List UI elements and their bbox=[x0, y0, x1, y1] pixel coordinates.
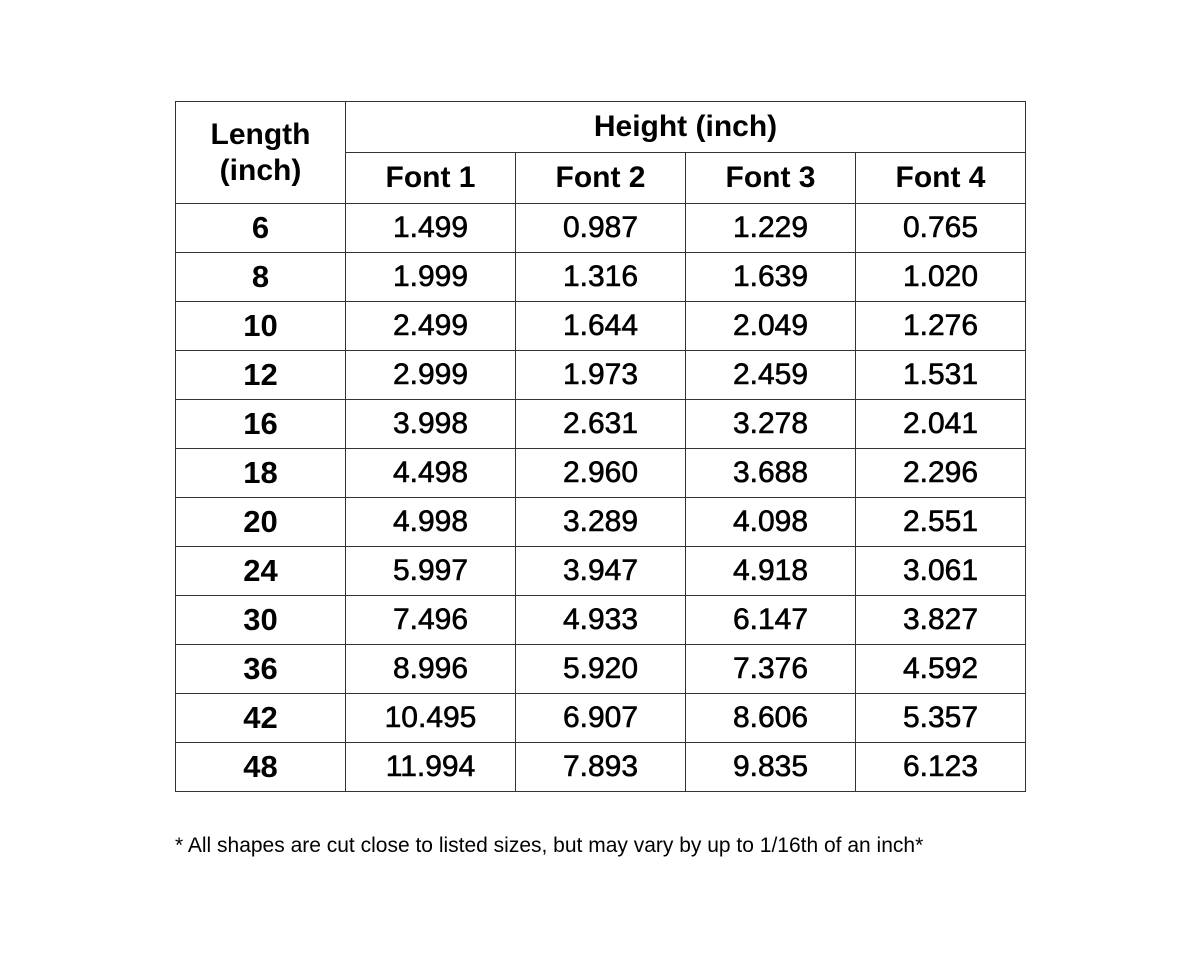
table-row bbox=[176, 694, 1026, 743]
length-cell: 18 bbox=[176, 449, 346, 498]
font-4-height-cell: 5.357 bbox=[856, 694, 1026, 743]
table-row bbox=[176, 596, 1026, 645]
font-1-height-cell: 4.998 bbox=[346, 498, 516, 547]
length-cell: 8 bbox=[176, 253, 346, 302]
font-3-height-cell: 1.229 bbox=[686, 204, 856, 253]
font-2-height-cell: 3.289 bbox=[516, 498, 686, 547]
font-3-height-cell: 8.606 bbox=[686, 694, 856, 743]
font-2-height-cell: 6.907 bbox=[516, 694, 686, 743]
font-3-height-cell: 3.688 bbox=[686, 449, 856, 498]
length-cell: 42 bbox=[176, 694, 346, 743]
font-1-height-cell: 5.997 bbox=[346, 547, 516, 596]
font-3-height-cell: 6.147 bbox=[686, 596, 856, 645]
font-4-height-cell: 2.551 bbox=[856, 498, 1026, 547]
font-3-height-cell: 1.639 bbox=[686, 253, 856, 302]
font-1-height-cell: 8.996 bbox=[346, 645, 516, 694]
font-4-height-cell: 2.041 bbox=[856, 400, 1026, 449]
font-2-height-cell: 1.644 bbox=[516, 302, 686, 351]
font-3-height-cell: 3.278 bbox=[686, 400, 856, 449]
font-3-header: Font 3 bbox=[686, 153, 856, 204]
table-row bbox=[176, 351, 1026, 400]
table-row bbox=[176, 253, 1026, 302]
table-row bbox=[176, 302, 1026, 351]
font-2-height-cell: 2.631 bbox=[516, 400, 686, 449]
font-2-header: Font 2 bbox=[516, 153, 686, 204]
font-2-height-cell: 4.933 bbox=[516, 596, 686, 645]
font-2-height-cell: 3.947 bbox=[516, 547, 686, 596]
length-cell: 6 bbox=[176, 204, 346, 253]
table-row bbox=[176, 743, 1026, 792]
font-3-height-cell: 4.918 bbox=[686, 547, 856, 596]
font-2-height-cell: 2.960 bbox=[516, 449, 686, 498]
length-cell: 30 bbox=[176, 596, 346, 645]
font-1-height-cell: 10.495 bbox=[346, 694, 516, 743]
header-row-top bbox=[176, 102, 1026, 153]
font-4-height-cell: 2.296 bbox=[856, 449, 1026, 498]
footnote: * All shapes are cut close to listed sizes, but may vary by up to 1/16th of an inch* bbox=[175, 834, 924, 857]
font-4-height-cell: 0.765 bbox=[856, 204, 1026, 253]
height-group-header: Height (inch) bbox=[346, 102, 1026, 153]
table-row bbox=[176, 645, 1026, 694]
length-cell: 24 bbox=[176, 547, 346, 596]
length-cell: 36 bbox=[176, 645, 346, 694]
table-row bbox=[176, 204, 1026, 253]
length-cell: 10 bbox=[176, 302, 346, 351]
font-1-height-cell: 1.999 bbox=[346, 253, 516, 302]
length-header-line2: (inch) bbox=[219, 153, 302, 187]
font-1-height-cell: 3.998 bbox=[346, 400, 516, 449]
length-cell: 20 bbox=[176, 498, 346, 547]
font-4-height-cell: 4.592 bbox=[856, 645, 1026, 694]
font-1-height-cell: 4.498 bbox=[346, 449, 516, 498]
font-4-height-cell: 1.276 bbox=[856, 302, 1026, 351]
length-cell: 16 bbox=[176, 400, 346, 449]
font-3-height-cell: 7.376 bbox=[686, 645, 856, 694]
size-chart-table bbox=[175, 101, 1026, 792]
font-2-height-cell: 1.973 bbox=[516, 351, 686, 400]
font-3-height-cell: 2.049 bbox=[686, 302, 856, 351]
font-1-height-cell: 1.499 bbox=[346, 204, 516, 253]
font-4-height-cell: 1.020 bbox=[856, 253, 1026, 302]
font-4-height-cell: 6.123 bbox=[856, 743, 1026, 792]
length-cell: 12 bbox=[176, 351, 346, 400]
font-3-height-cell: 9.835 bbox=[686, 743, 856, 792]
font-4-header: Font 4 bbox=[856, 153, 1026, 204]
font-1-height-cell: 2.499 bbox=[346, 302, 516, 351]
font-1-height-cell: 2.999 bbox=[346, 351, 516, 400]
font-1-height-cell: 7.496 bbox=[346, 596, 516, 645]
font-1-height-cell: 11.994 bbox=[346, 743, 516, 792]
font-1-header: Font 1 bbox=[346, 153, 516, 204]
length-cell: 48 bbox=[176, 743, 346, 792]
table-row bbox=[176, 400, 1026, 449]
table-row bbox=[176, 449, 1026, 498]
font-2-height-cell: 0.987 bbox=[516, 204, 686, 253]
table-body bbox=[176, 204, 1026, 792]
font-3-height-cell: 2.459 bbox=[686, 351, 856, 400]
font-4-height-cell: 3.827 bbox=[856, 596, 1026, 645]
length-header-line1: Length bbox=[210, 117, 311, 151]
font-2-height-cell: 7.893 bbox=[516, 743, 686, 792]
table-row bbox=[176, 547, 1026, 596]
length-column-header bbox=[176, 102, 346, 204]
font-4-height-cell: 3.061 bbox=[856, 547, 1026, 596]
font-2-height-cell: 1.316 bbox=[516, 253, 686, 302]
font-2-height-cell: 5.920 bbox=[516, 645, 686, 694]
table-row bbox=[176, 498, 1026, 547]
font-4-height-cell: 1.531 bbox=[856, 351, 1026, 400]
font-3-height-cell: 4.098 bbox=[686, 498, 856, 547]
